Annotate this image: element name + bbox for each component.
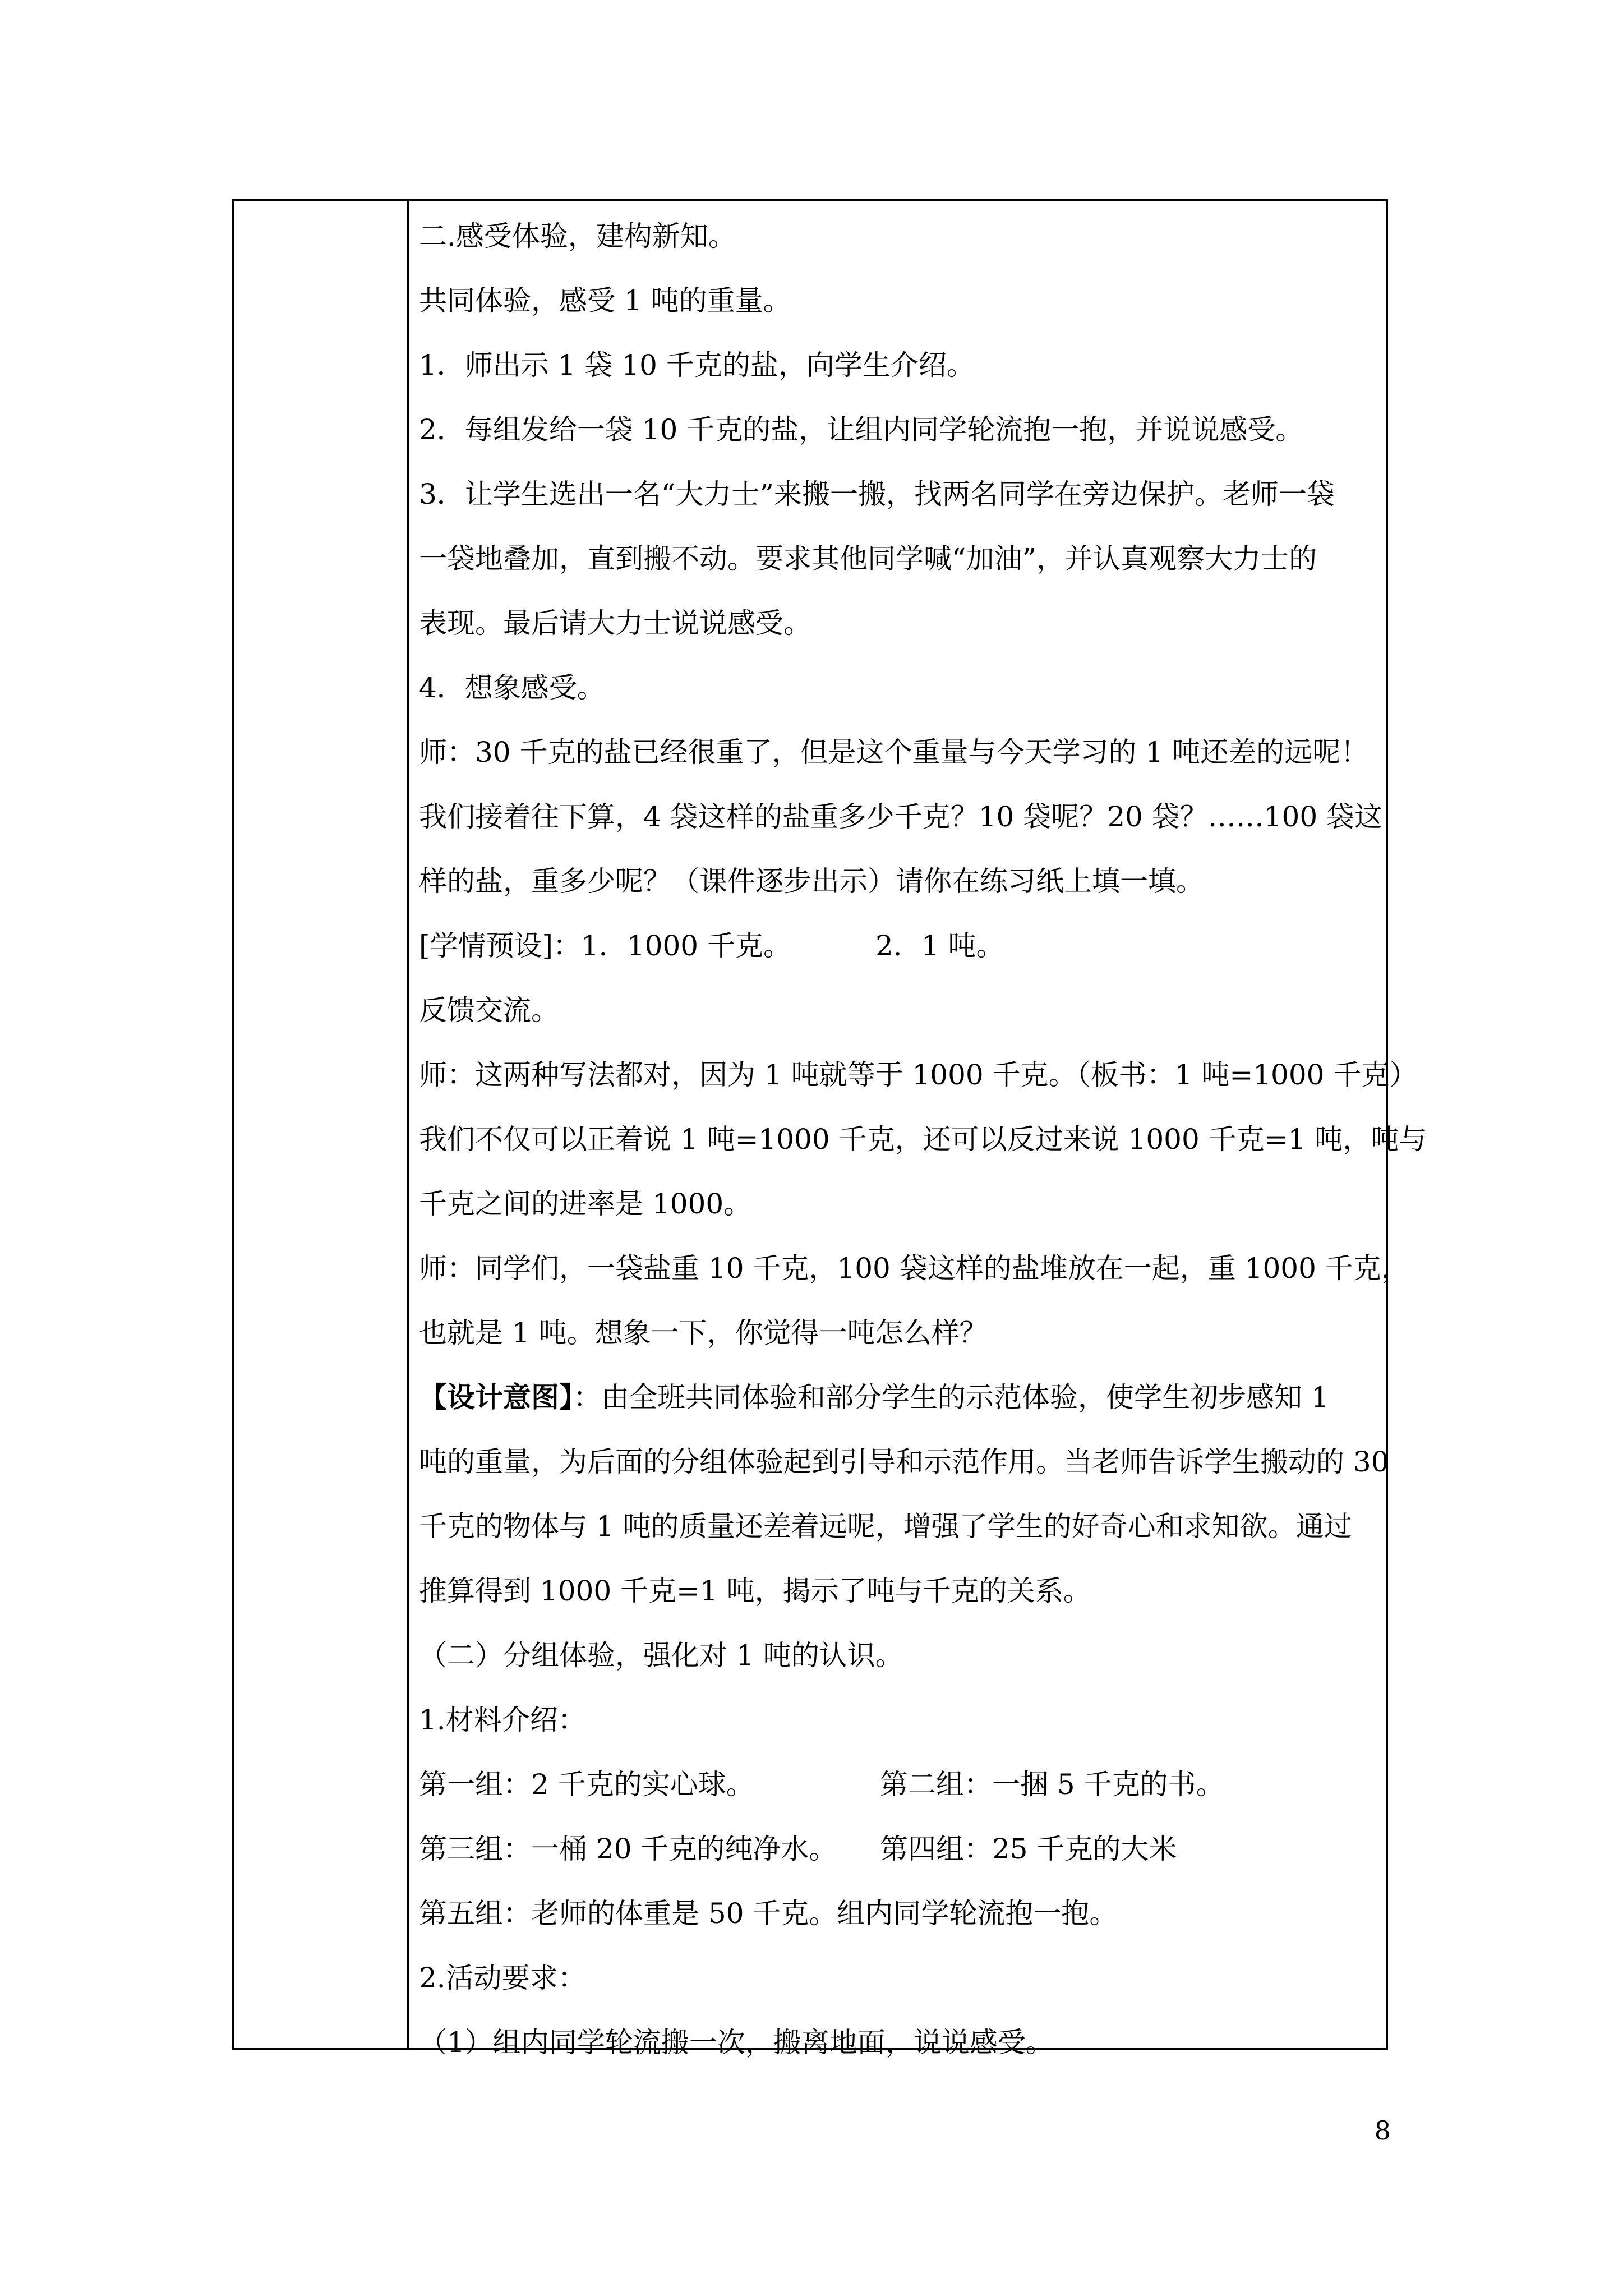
lesson-table: [232, 199, 1427, 2059]
left-cell: [234, 201, 407, 2048]
group-2: 第二组：一捆 5 千克的书。: [880, 1768, 1224, 1801]
lesson-content-cell: [419, 201, 1427, 2059]
group-row: [419, 1832, 1379, 1866]
paragraph-line: [419, 929, 1379, 963]
subsection-heading: （二）分组体验，强化对 1 吨的认识。: [419, 1639, 903, 1672]
paragraph-line: 共同体验，感受 1 吨的重量。: [419, 284, 791, 317]
paragraph-line: 样的盐，重多少呢？（课件逐步出示）请你在练习纸上填一填。: [419, 865, 1204, 898]
paragraph-line: 师：同学们，一袋盐重 10 千克，100 袋这样的盐堆放在一起，重 1000 千克，: [419, 1252, 1409, 1285]
paragraph-line: 我们不仅可以正着说 1 吨=1000 千克，还可以反过来说 1000 千克=1 吨，吨与: [419, 1123, 1427, 1156]
paragraph-line: 千克的物体与 1 吨的质量还差着远呢，增强了学生的好奇心和求知欲。通过: [419, 1510, 1352, 1543]
group-1: 第一组：2 千克的实心球。: [419, 1768, 754, 1801]
paragraph-line: 推算得到 1000 千克=1 吨，揭示了吨与千克的关系。: [419, 1575, 1091, 1607]
paragraph-line: 也就是 1 吨。想象一下，你觉得一吨怎么样？: [419, 1317, 988, 1349]
paragraph-line: 千克之间的进率是 1000。: [419, 1188, 752, 1220]
paragraph-line: 师：这两种写法都对，因为 1 吨就等于 1000 千克。（板书：1 吨=1000 千克）: [419, 1059, 1418, 1091]
paragraph-line: （1）组内同学轮流搬一次，搬离地面，说说感受。: [419, 2026, 1054, 2059]
paragraph-line: 师：30 千克的盐已经很重了，但是这个重量与今天学习的 1 吨还差的远呢！: [419, 736, 1369, 769]
page-number: 8: [1374, 2115, 1391, 2146]
paragraph-line: 吨的重量，为后面的分组体验起到引导和示范作用。当老师告诉学生搬动的 30: [419, 1446, 1389, 1478]
paragraph-line: 2．每组发给一袋 10 千克的盐，让组内同学轮流抱一抱，并说说感受。: [419, 413, 1304, 446]
group-3: 第三组：一桶 20 千克的纯净水。: [419, 1833, 837, 1865]
paragraph-line: 3．让学生选出一名“大力士”来搬一搬，找两名同学在旁边保护。老师一袋: [419, 478, 1335, 510]
paragraph-line: 一袋地叠加，直到搬不动。要求其他同学喊“加油”，并认真观察大力士的: [419, 542, 1317, 575]
paragraph-line: 第五组：老师的体重是 50 千克。组内同学轮流抱一抱。: [419, 1897, 1118, 1930]
column-divider: [407, 201, 409, 2048]
paragraph-line: 表现。最后请大力士说说感受。: [419, 607, 811, 639]
paragraph-line: 我们接着往下算，4 袋这样的盐重多少千克？10 袋呢？20 袋？……100 袋这: [419, 800, 1383, 833]
paragraph-line: 1．师出示 1 袋 10 千克的盐，向学生介绍。: [419, 349, 975, 381]
design-intent-label: 【设计意图】: [419, 1381, 573, 1414]
group-4: 第四组：25 千克的大米: [880, 1833, 1177, 1865]
paragraph-line: 2.活动要求：: [419, 1962, 586, 1994]
section-heading: 二.感受体验，建构新知。: [419, 220, 736, 252]
prediction-item-2: 2．1 吨。: [875, 930, 1004, 962]
group-row: [419, 1768, 1379, 1801]
paragraph-line: 反馈交流。: [419, 994, 559, 1027]
paragraph-line: 1.材料介绍：: [419, 1704, 586, 1736]
prediction-item-1: [学情预设]：1．1000 千克。: [419, 930, 791, 962]
paragraph-line: 4．想象感受。: [419, 671, 605, 704]
paragraph-line: [419, 1381, 1379, 1414]
design-intent-text: ：由全班共同体验和部分学生的示范体验，使学生初步感知 1: [573, 1381, 1329, 1414]
